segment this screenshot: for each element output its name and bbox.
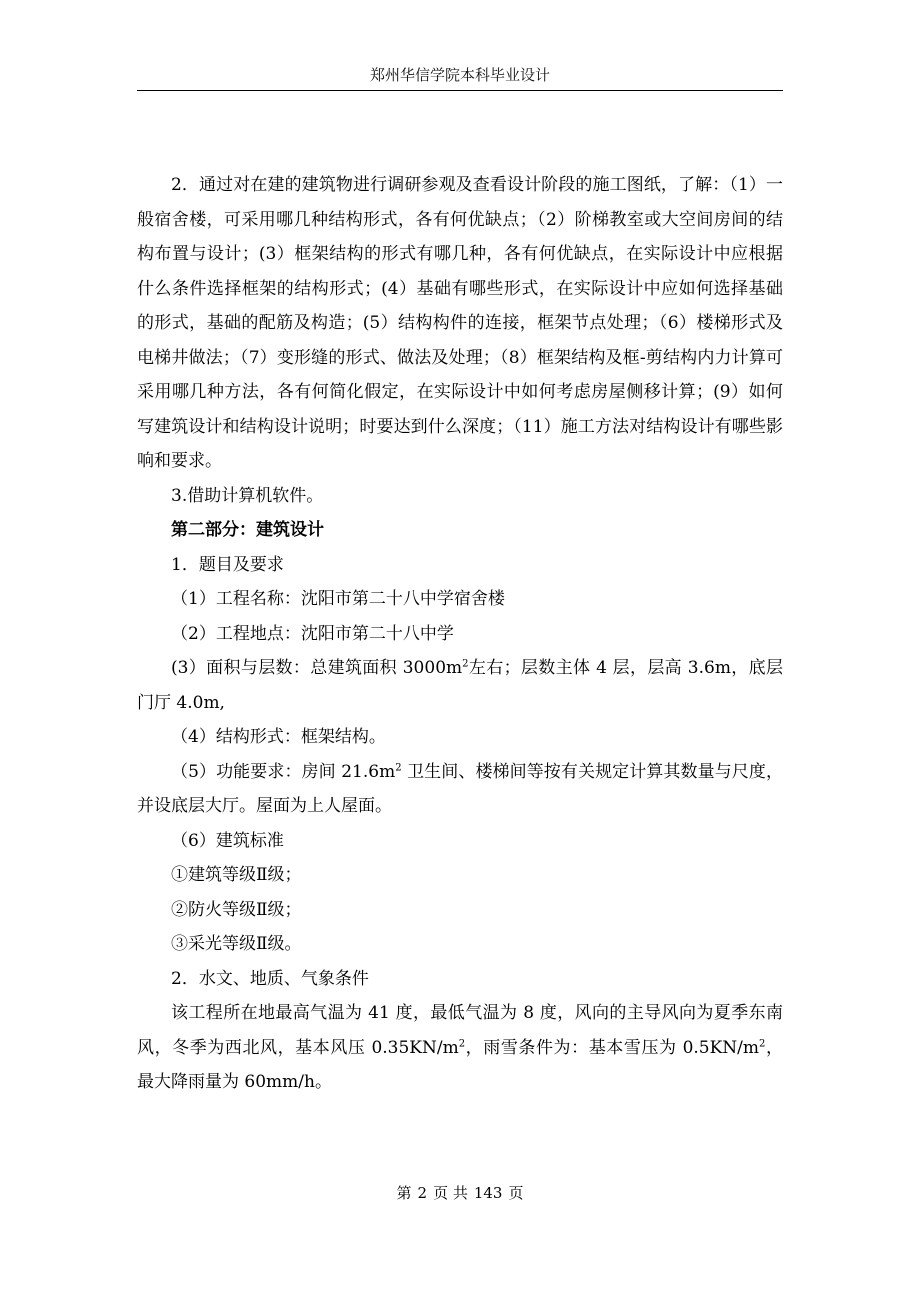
paragraph-software: 3.借助计算机软件。 [171, 485, 324, 506]
header-divider [137, 90, 783, 91]
climate-text-c: ，最大降雨量为 60mm/h。 [137, 1037, 783, 1092]
function-text-a: （5）功能要求：房间 21.6m [171, 761, 396, 782]
paragraph-climate [137, 996, 783, 1100]
item-area-floors [137, 651, 783, 720]
standard-lighting-grade: ③采光等级Ⅱ级。 [171, 934, 302, 954]
climate-text-a: 该工程所在地最高气温为 41 度，最低气温为 8 度，风向的主导风向为夏季东南风，冬季为西北风，基本风压 0.35KN/m [137, 1003, 783, 1058]
item-project-name: （1）工程名称：沈阳市第二十八中学宿舍楼 [171, 589, 505, 609]
standard-fire-grade: ②防火等级Ⅱ级； [171, 899, 302, 920]
function-superscript: 2 [395, 761, 402, 773]
paragraph-research: 2．通过对在建的建筑物进行调研参观及查看设计阶段的施工图纸，了解：（1）一般宿舍楼，可采用哪几种结构形式，各有何优缺点；（2）阶梯教室或大空间房间的结构布置与设计；(3）框架结构的形式有哪几种，各有何优缺点，在实际设计中应根据什么条件选择框架的结构形式；(4）基础有哪些形式，在实际设计中应如何选择基础的形式，基础的配筋及构造；(5）结构构件的连接，框架节点处理；（6）楼梯形式及电梯井做法；（7）变形缝的形式、做法及处理；（8）框架结构及框-剪结构内力计算可采用哪几种方法，各有何简化假定，在实际设计中如何考虑房屋侧移计算；(9）如何写建筑设计和结构设计说明；时要达到什么深度；（11）施工方法对结构设计有哪些影响和要求。 [137, 175, 783, 471]
climate-text-b: ，雨雪条件为：基本雪压为 0.5KN/m [465, 1037, 760, 1058]
footer-page-number: 2 [417, 1184, 428, 1202]
footer-prefix: 第 [396, 1184, 412, 1202]
item-hydro-geo-climate: 2．水文、地质、气象条件 [171, 968, 369, 989]
item-function-requirements [137, 755, 783, 824]
page-header-title: 郑州华信学院本科毕业设计 [369, 66, 550, 84]
item-topic-requirements: 1．题目及要求 [171, 554, 284, 575]
climate-superscript-2: 2 [759, 1037, 766, 1049]
area-text-a: (3）面积与层数：总建筑面积 3000m [171, 658, 463, 678]
footer-suffix: 页 [508, 1184, 524, 1202]
item-structure-form: （4）结构形式：框架结构。 [171, 727, 386, 747]
item-building-standard: （6）建筑标准 [171, 830, 284, 851]
item-project-location: （2）工程地点：沈阳市第二十八中学 [171, 623, 454, 644]
footer-middle: 页 共 [433, 1184, 468, 1202]
climate-superscript-1: 2 [458, 1037, 466, 1049]
function-text-b: 卫生间、楼梯间等按有关规定计算其数量与尺度，并设底层大厅。屋面为上人屋面。 [137, 761, 783, 816]
standard-building-grade: ①建筑等级Ⅱ级； [171, 865, 302, 885]
area-text-b: 左右；层数主体 4 层，层高 3.6m，底层门厅 4.0m, [137, 658, 783, 713]
document-body [137, 168, 783, 1100]
page-footer [137, 1184, 783, 1202]
area-superscript: 2 [462, 658, 469, 670]
footer-total-pages: 143 [473, 1184, 503, 1202]
section-heading: 第二部分：建筑设计 [171, 520, 324, 540]
